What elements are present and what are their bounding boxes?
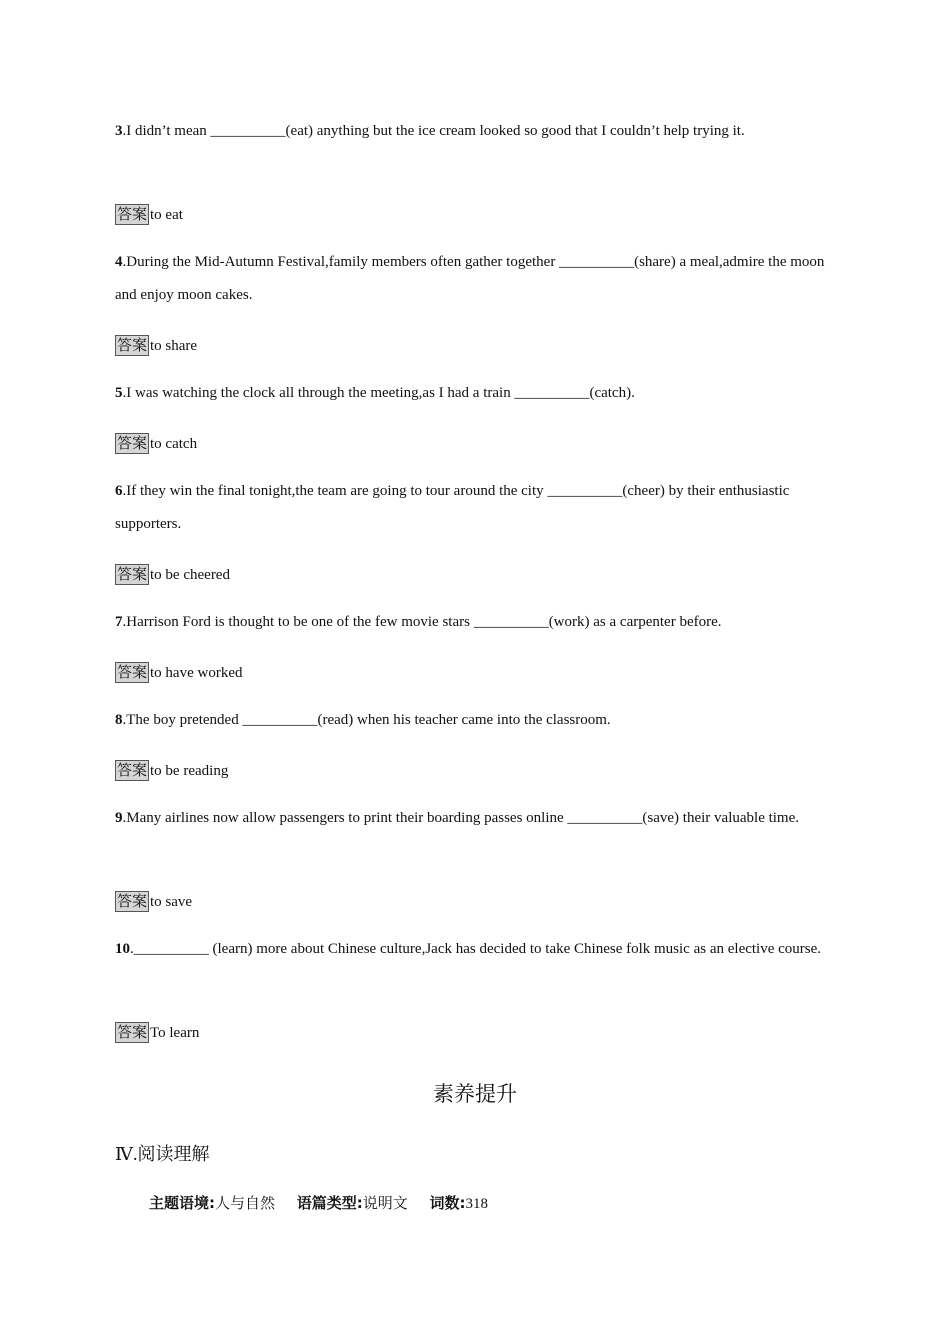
part-title: Ⅳ.阅读理解 [115,1144,210,1164]
question-number: 6 [115,483,123,499]
answer-10 [115,1022,199,1043]
question-number: 3 [115,123,123,139]
answer-text: To learn [150,1024,200,1041]
answer-badge: 答案 [117,761,148,779]
question-3 [115,115,830,148]
question-number: 7 [115,614,123,630]
question-number: 9 [115,810,123,826]
answer-badge: 答案 [117,1023,148,1041]
question-8 [115,704,830,737]
answer-text: to save [150,893,193,910]
count-label: 词数: [429,1194,466,1212]
answer-8 [115,760,228,781]
question-text: .I didn’t mean __________(eat) anything but the ice cream looked so good that I couldn’t help trying it. [122,123,745,139]
question-5 [115,377,830,410]
answer-text: to catch [150,435,198,452]
answer-text: to share [150,337,198,354]
answer-6 [115,564,230,585]
answer-7 [115,662,242,683]
question-7 [115,606,830,639]
type-value: 说明文 [362,1196,408,1212]
theme-value: 人与自然 [215,1196,276,1212]
question-number: 5 [115,385,123,401]
question-text: .During the Mid-Autumn Festival,family members often gather together __________(share) a meal,admire the moon and enjoy moon cakes. [115,254,825,303]
answer-badge: 答案 [117,434,148,452]
answer-9 [115,891,192,912]
section-title: 素养提升 [433,1082,517,1106]
question-text: .If they win the final tonight,the team are going to tour around the city __________(cheer) by their enthusiastic supporters. [115,483,790,532]
question-number: 4 [115,254,123,270]
question-text: .__________ (learn) more about Chinese culture,Jack has decided to take Chinese folk music as an elective course. [130,941,822,957]
answer-3 [115,204,183,225]
question-text: .The boy pretended __________(read) when his teacher came into the classroom. [122,712,611,728]
answer-badge: 答案 [117,892,148,910]
question-9 [115,802,830,835]
question-10 [115,933,830,966]
answer-badge: 答案 [117,565,148,583]
answer-text: to eat [150,206,183,223]
count-value: 318 [465,1196,489,1212]
question-text: .I was watching the clock all through the meeting,as I had a train __________(catch). [122,385,635,401]
answer-badge: 答案 [117,205,148,223]
passage-meta [149,1192,488,1213]
answer-text: to be cheered [150,566,230,583]
type-label: 语篇类型: [296,1194,363,1212]
question-6 [115,475,830,541]
answer-4 [115,335,197,356]
answer-badge: 答案 [117,663,148,681]
question-number: 10 [115,941,130,957]
answer-5 [115,433,197,454]
question-number: 8 [115,712,123,728]
answer-badge: 答案 [117,336,148,354]
question-4 [115,246,830,312]
answer-text: to be reading [150,762,229,779]
theme-label: 主题语境: [149,1194,215,1212]
question-text: .Harrison Ford is thought to be one of the few movie stars __________(work) as a carpenter before. [122,614,722,630]
question-text: .Many airlines now allow passengers to print their boarding passes online __________(save) their valuable time. [122,810,800,826]
answer-text: to have worked [150,664,243,681]
